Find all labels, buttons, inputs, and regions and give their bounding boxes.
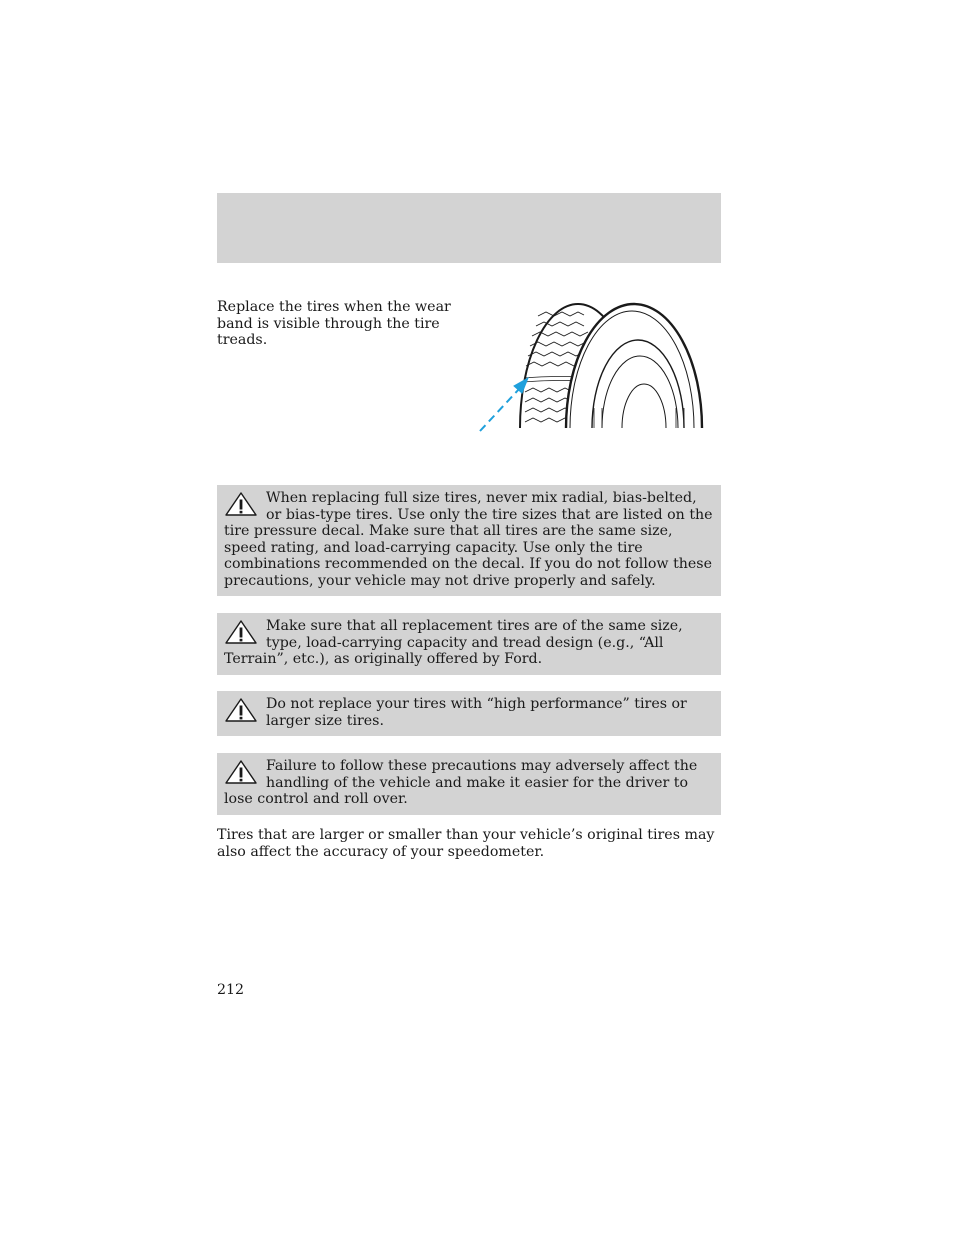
section-header-band: [217, 193, 721, 263]
warning-triangle-icon: [224, 619, 258, 645]
tire-wear-illustration: [476, 296, 708, 434]
warning-box-high-performance: [217, 691, 721, 736]
warning-text: Make sure that all replacement tires are of the same size, type, load-carrying capacity and tread design (e.g., “All Terrain”, etc.), as originally offered by Ford.: [224, 618, 683, 667]
speedometer-note: Tires that are larger or smaller than your vehicle’s original tires may also affect the accuracy of your speedometer.: [217, 827, 715, 860]
warning-text: Do not replace your tires with “high performance” tires or larger size tires.: [266, 696, 687, 729]
warning-box-precautions: [217, 753, 721, 815]
warning-triangle-icon: [224, 759, 258, 785]
page-number: 212: [217, 982, 245, 998]
warning-triangle-icon: [224, 697, 258, 723]
warning-box-mixing-tires: [217, 485, 721, 596]
warning-text: Failure to follow these precautions may adversely affect the handling of the vehicle and make it easier for the driver to lose control and roll over.: [224, 758, 698, 807]
warning-triangle-icon: [224, 491, 258, 517]
tire-wear-band-icon: [476, 296, 708, 434]
warning-text: When replacing full size tires, never mix radial, bias-belted, or bias-type tires. Use only the tire sizes that are listed on the tire pressure decal. Make sure that all tires are the same size, speed rating, and load-carrying capacity. Use only the tire combinations recommended on the decal. If you do not follow these precautions, your vehicle may not drive properly and safely.: [224, 490, 713, 589]
warning-box-replacement-tires: [217, 613, 721, 675]
intro-paragraph: Replace the tires when the wear band is visible through the tire treads.: [217, 299, 451, 348]
